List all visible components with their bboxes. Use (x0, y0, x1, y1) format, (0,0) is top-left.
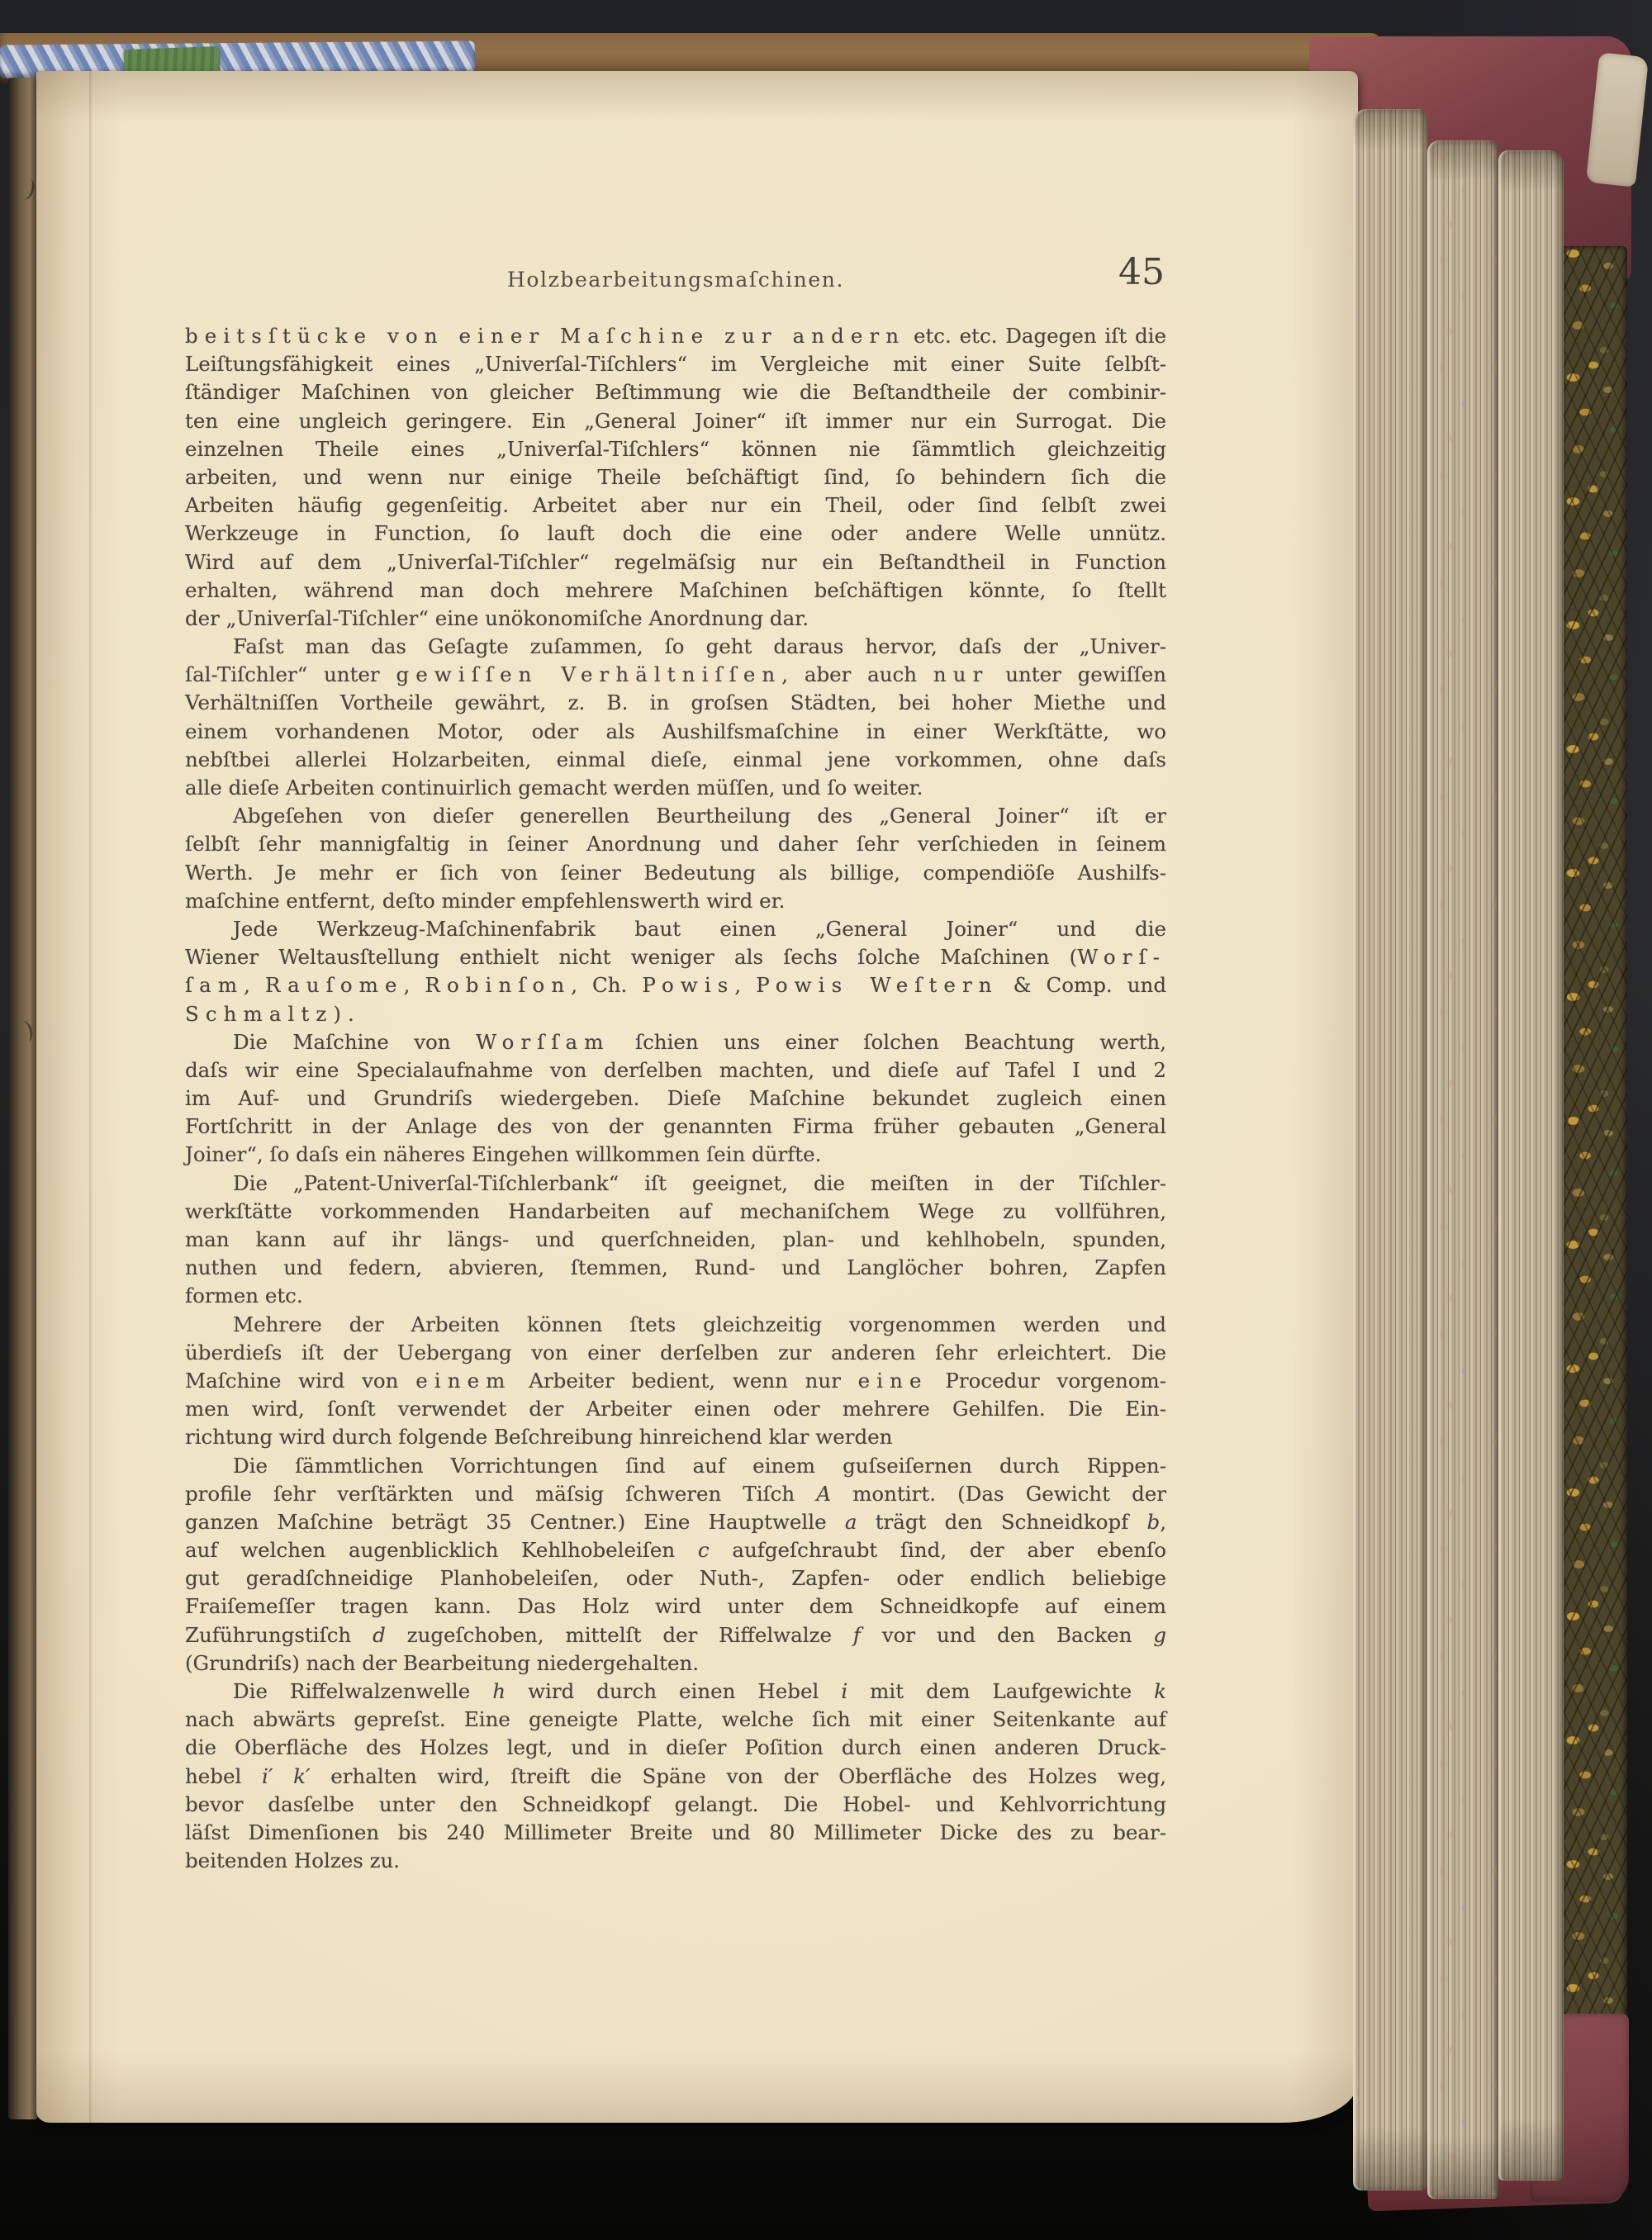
text-line: Die Maſchine von Worſſam ſchien uns einer ſolchen Beachtung werth, (233, 1029, 1166, 1054)
text-line: Faſst man das Geſagte zuſammen, ſo geht daraus hervor, daſs der „Univer- (233, 634, 1166, 659)
text-line: Arbeiten häufig gegenſeitig. Arbeitet aber nur ein Theil, oder ſind ſelbſt zwei (185, 493, 1166, 518)
text-line: Werkzeuge in Function, ſo lauft doch die eine oder andere Welle unnütz. (185, 521, 1166, 546)
text-line: einem vorhandenen Motor, oder als Aushilfsmaſchine in einer Werkſtätte, wo (185, 719, 1166, 743)
left-page-edges (8, 78, 38, 2119)
text-line: läſst Dimenſionen bis 240 Millimeter Breite und 80 Millimeter Dicke des zu bear- (185, 1820, 1166, 1844)
text-line: (Grundriſs) nach der Bearbeitung niedergehalten. (185, 1650, 700, 1675)
fore-edge-pages (1427, 140, 1498, 2199)
text-line: Zuführungstiſch d zugeſchoben, mittelſt der Riffelwalze f vor und den Backen g (185, 1622, 1167, 1647)
text-line: daſs wir eine Specialaufnahme von derſelben machten, und dieſe auf Tafel I und 2 (185, 1057, 1166, 1082)
text-line: man kann auf ihr längs- und querſchneiden, plan- und kehlhobeln, spunden, (185, 1227, 1166, 1251)
text-line: Die Riffelwalzenwelle h wird durch einen Hebel i mit dem Laufgewichte k (233, 1679, 1166, 1703)
fore-edge-pages (1353, 109, 1427, 2190)
text-line: einzelnen Theile eines „Univerſal-Tiſchlers“ können nie ſämmtlich gleichzeitig (185, 436, 1166, 461)
text-line: Die ſämmtlichen Vorrichtungen ſind auf einem guſseiſernen durch Rippen- (233, 1453, 1166, 1478)
text-line: Wiener Weltausſtellung enthielt nicht weniger als ſechs ſolche Maſchinen (Worſ- (185, 945, 1166, 970)
text-line: nebſtbei allerlei Holzarbeiten, einmal dieſe, einmal jene vorkommen, ohne daſs (185, 747, 1166, 771)
text-line: formen etc. (185, 1284, 303, 1308)
running-title: Holzbearbeitungsmaſchinen. (506, 268, 845, 292)
text-line: Mehrere der Arbeiten können ſtets gleichzeitig vorgenommen werden und (233, 1312, 1166, 1336)
text-line: Schmaltz). (185, 1001, 354, 1026)
text-line: beitenden Holzes zu. (185, 1848, 401, 1873)
text-line: bevor dasſelbe unter den Schneidkopf gelangt. Die Hobel- und Kehlvorrichtung (185, 1792, 1166, 1816)
book-page (36, 71, 1358, 2123)
text-line: alle dieſe Arbeiten continuirlich gemacht werden müſſen, und ſo weiter. (185, 776, 923, 800)
text-line: der „Univerſal-Tiſchler“ eine unökonomiſche Anordnung dar. (185, 605, 809, 630)
text-line: überdieſs iſt der Uebergang von einer derſelben zur anderen ſehr erleichtert. Die (185, 1340, 1166, 1364)
text-line: men wird, ſonſt verwendet der Arbeiter einen oder mehrere Gehilfen. Die Ein- (185, 1397, 1166, 1421)
text-line: Jede Werkzeug-Maſchinenfabrik baut einen „General Joiner“ und die (233, 916, 1166, 941)
text-line: Fortſchritt in der Anlage des von der genannten Firma früher gebauten „General (185, 1114, 1166, 1139)
text-line: Wird auf dem „Univerſal-Tiſchler“ regelmäſsig nur ein Beſtandtheil in Function (185, 549, 1166, 574)
text-line: gut geradſchneidige Planhobeleiſen, oder Nuth-, Zapfen- oder endlich beliebige (185, 1566, 1166, 1591)
body-text (185, 322, 1166, 1875)
text-line: im Auf- und Grundriſs wiedergeben. Dieſe Maſchine bekundet zugleich einen (185, 1086, 1166, 1111)
text-line: Fraiſemeſſer tragen kann. Das Holz wird unter dem Schneidkopfe auf einem (185, 1594, 1166, 1619)
text-line: richtung wird durch folgende Beſchreibung hinreichend klar werden (185, 1425, 893, 1450)
text-line: die Oberfläche des Holzes legt, und in dieſer Poſition durch einen anderen Druck- (185, 1735, 1166, 1760)
text-line: Werth. Je mehr er ſich von ſeiner Bedeutung als billige, compendiöſe Aushilfs- (185, 860, 1166, 885)
text-line: ganzen Maſchine beträgt 35 Centner.) Eine Hauptwelle a trägt den Schneidkopf b, (185, 1509, 1167, 1534)
page-number: 45 (1118, 251, 1165, 293)
text-line: ſam, Rauſome, Robinſon, Ch. Powis, Powis Weſtern & Comp. und (185, 973, 1167, 998)
text-line: arbeiten, und wenn nur einige Theile beſchäftigt ſind, ſo behindern ſich die (185, 464, 1166, 489)
text-line: Maſchine wird von einem Arbeiter bedient, wenn nur eine Procedur vorgenom- (185, 1368, 1166, 1393)
text-line: nach abwärts gepreſst. Eine geneigte Platte, welche ſich mit einer Seitenkante auf (185, 1707, 1166, 1732)
text-line: Verhältniſſen Vortheile gewährt, z. B. in groſsen Städten, bei hoher Miethe und (185, 691, 1166, 715)
fore-edge-pages (1498, 150, 1564, 2181)
text-line: erhalten, während man doch mehrere Maſchinen beſchäftigen könnte, ſo ſtellt (185, 577, 1166, 602)
text-line: auf welchen augenblicklich Kehlhobeleiſen c aufgeſchraubt ſind, der aber ebenſo (185, 1538, 1166, 1563)
text-line: hebel i′ k′ erhalten wird, ſtreift die Späne von der Oberfläche des Holzes weg, (185, 1763, 1166, 1788)
text-line: profile ſehr verſtärkten und mäſsig ſchweren Tiſch A montirt. (Das Gewicht der (185, 1481, 1166, 1506)
text-line: beitsſtücke von einer Maſchine zur andern etc. etc. Dagegen iſt die (185, 324, 1166, 348)
running-head (185, 251, 1166, 307)
marbled-board-edge (1559, 246, 1627, 2037)
text-line: maſchine entfernt, deſto minder empfehlenswerth wird er. (185, 888, 786, 913)
text-line: ſal-Tiſchler“ unter gewiſſen Verhältniſſen, aber auch nur unter gewiſſen (185, 662, 1167, 687)
text-line: nuthen und federn, abvieren, ſtemmen, Rund- und Langlöcher bohren, Zapfen (185, 1255, 1166, 1280)
text-line: Joiner“, ſo daſs ein näheres Eingehen willkommen ſein dürfte. (185, 1142, 822, 1167)
text-line: Die „Patent-Univerſal-Tiſchlerbank“ iſt geeignet, die meiſten in der Tiſchler- (233, 1170, 1166, 1195)
text-line: ten eine ungleich geringere. Ein „General Joiner“ iſt immer nur ein Surrogat. Die (185, 408, 1166, 433)
text-line: ſelbſt ſehr mannigfaltig in ſeiner Anordnung und daher ſehr verſchieden in ſeinem (185, 832, 1166, 857)
text-line: ſtändiger Maſchinen von gleicher Beſtimmung wie die Beſtandtheile der combinir- (185, 380, 1166, 405)
text-line: Leiſtungsfähigkeit eines „Univerſal-Tiſchlers“ im Vergleiche mit einer Suite ſelbſt- (185, 352, 1166, 377)
text-line: Abgeſehen von dieſer generellen Beurtheilung des „General Joiner“ iſt er (233, 804, 1166, 828)
text-line: werkſtätte vorkommenden Handarbeiten auf mechaniſchem Wege zu vollführen, (185, 1198, 1166, 1223)
